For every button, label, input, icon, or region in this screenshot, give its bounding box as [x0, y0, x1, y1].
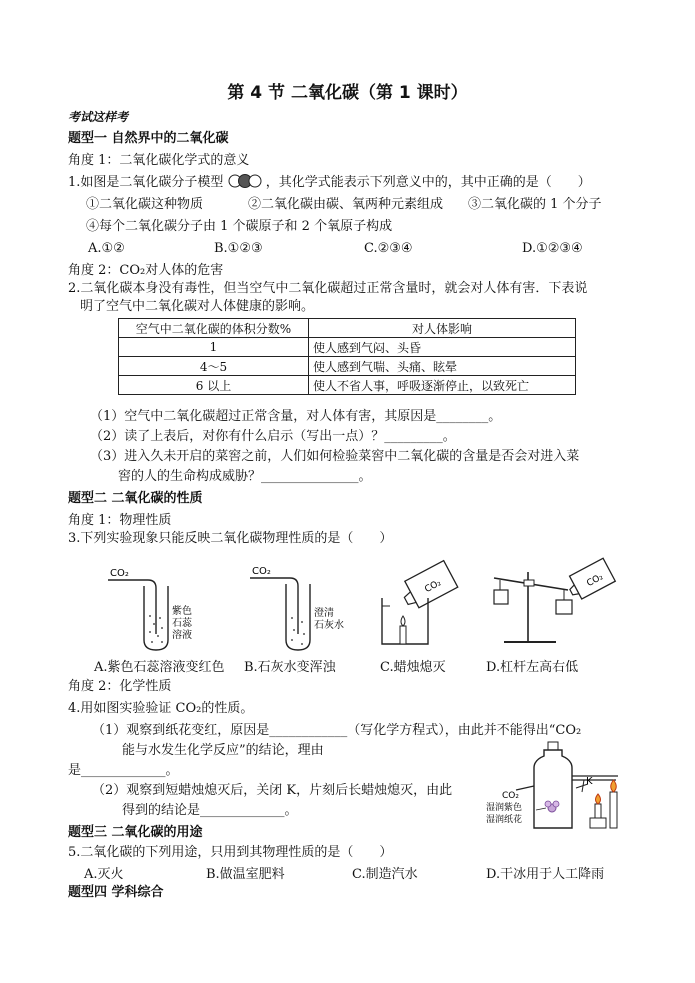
litmus-test-tube-figure: [100, 556, 200, 652]
table-cell: 4～5: [119, 357, 309, 376]
flower-label-2: 湿润纸花: [486, 815, 523, 825]
type2-heading: 题型二 二氧化碳的性质: [68, 491, 203, 506]
flower-label-1: 湿润紫色: [486, 803, 523, 813]
q2-stem-2: 明了空气中二氧化碳对人体健康的影响。: [80, 299, 315, 314]
q5-option-c: C.制造汽水: [352, 867, 418, 882]
q1-option-a: A.①②: [88, 241, 125, 256]
q4-sub1c: 是_____________。: [68, 763, 179, 778]
litmus-label-2: 石蕊: [172, 618, 192, 629]
q1-stem: [68, 174, 591, 192]
q2-sub2: （2）读了上表后，对你有什么启示（写出一点）？_________。: [90, 429, 456, 444]
q5-option-b: B.做温室肥料: [206, 867, 285, 882]
co2-label: CO₂: [585, 572, 605, 589]
angle2-heading: 角度 2：CO₂对人体的危害: [68, 263, 224, 278]
q2-stem-1: 2.二氧化碳本身没有毒性，但当空气中二氧化碳超过正常含量时，就会对人体有害．下表说: [68, 281, 588, 296]
co2-label: CO₂: [110, 568, 129, 579]
lever-balance-figure: [486, 560, 616, 652]
q4-sub1b: 能与水发生化学反应”的结论，理由: [122, 743, 324, 758]
co2-bottle-candles-figure: [486, 740, 636, 832]
litmus-label-3: 溶液: [172, 630, 192, 641]
q3-stem: 3.下列实验现象只能反映二氧化碳物理性质的是（ ）: [68, 531, 393, 546]
q1-option-d: D.①②③④: [522, 241, 583, 256]
q1-item-2: ②二氧化碳由碳、氧两种元素组成: [248, 197, 444, 212]
table-cell: 使人感到气喘、头痛、眩晕: [309, 357, 576, 376]
type4-heading: 题型四 学科综合: [68, 885, 164, 900]
q1-stem-b: ，其化学式能表示下列意义中的，其中正确的是（ ）: [265, 175, 591, 190]
q3-option-a: A.紫色石蕊溶液变红色: [94, 660, 225, 675]
co2-molecule-model-icon: [228, 174, 262, 188]
q2-sub1: （1）空气中二氧化碳超过正常含量，对人体有害，其原因是________。: [90, 409, 502, 424]
table-header: 对人体影响: [309, 319, 576, 338]
co2-label: CO₂: [423, 578, 443, 595]
table-row: [119, 357, 576, 376]
q5-option-d: D.干冰用于人工降雨: [486, 867, 605, 882]
q1-item-3: ③二氧化碳的 1 个分子: [468, 197, 602, 212]
co2-label: CO₂: [252, 566, 271, 577]
q3-option-b: B.石灰水变浑浊: [244, 660, 336, 675]
angle3-heading: 角度 1：物理性质: [68, 513, 172, 528]
q3-option-c: C.蜡烛熄灭: [380, 660, 446, 675]
q1-stem-a: 1.如图是二氧化碳分子模型: [68, 175, 224, 190]
table-header-row: [119, 319, 576, 338]
page-title: 第 4 节 二氧化碳（第 1 课时）: [227, 83, 468, 103]
table-cell: 使人不省人事，呼吸逐渐停止，以致死亡: [309, 376, 576, 395]
q4-sub2b: 得到的结论是_____________。: [122, 803, 298, 818]
co2-label: CO₂: [502, 791, 519, 801]
q4-sub2a: （2）观察到短蜡烛熄灭后，关闭 K，片刻后长蜡烛熄灭，由此: [92, 783, 453, 798]
valve-k-label: K: [586, 776, 593, 787]
q5-stem: 5.二氧化碳的下列用途，只用到其物理性质的是（ ）: [68, 845, 393, 860]
q2-sub3a: （3）进入久未开启的菜窖之前，人们如何检验菜窖中二氧化碳的含量是否会对进入菜: [90, 449, 580, 464]
table-row: [119, 338, 576, 357]
q1-option-b: B.①②③: [214, 241, 263, 256]
angle4-heading: 角度 2：化学性质: [68, 679, 172, 694]
table-row: [119, 376, 576, 395]
q4-sub1a: （1）观察到纸花变红，原因是____________（写化学方程式），由此并不能得出“CO₂: [92, 723, 582, 738]
limewater-label-1: 澄清: [314, 608, 334, 619]
limewater-test-tube-figure: [238, 556, 344, 652]
table-cell: 1: [119, 338, 309, 357]
q1-item-4: ④每个二氧化碳分子由 1 个碳原子和 2 个氧原子构成: [86, 219, 393, 234]
litmus-label-1: 紫色: [172, 606, 192, 617]
type1-heading: 题型一 自然界中的二氧化碳: [68, 131, 229, 146]
limewater-label-2: 石灰水: [314, 620, 344, 631]
angle1-heading: 角度 1：二氧化碳化学式的意义: [68, 153, 250, 168]
q2-sub3b: 窖的人的生命构成威胁？_______________。: [118, 469, 372, 484]
type3-heading: 题型三 二氧化碳的用途: [68, 825, 203, 840]
table-cell: 使人感到气闷、头昏: [309, 338, 576, 357]
table-cell: 6 以上: [119, 376, 309, 395]
q1-item-1: ①二氧化碳这种物质: [86, 197, 204, 212]
candle-beaker-figure: [372, 560, 468, 652]
table-header: 空气中二氧化碳的体积分数%: [119, 319, 309, 338]
co2-effects-table: [118, 318, 576, 395]
q5-option-a: A.灭火: [84, 867, 124, 882]
section-intro: 考试这样考: [68, 110, 129, 124]
q4-stem: 4.用如图实验验证 CO₂的性质。: [68, 701, 254, 716]
q1-option-c: C.②③④: [364, 241, 413, 256]
q3-option-d: D.杠杆左高右低: [486, 660, 579, 675]
